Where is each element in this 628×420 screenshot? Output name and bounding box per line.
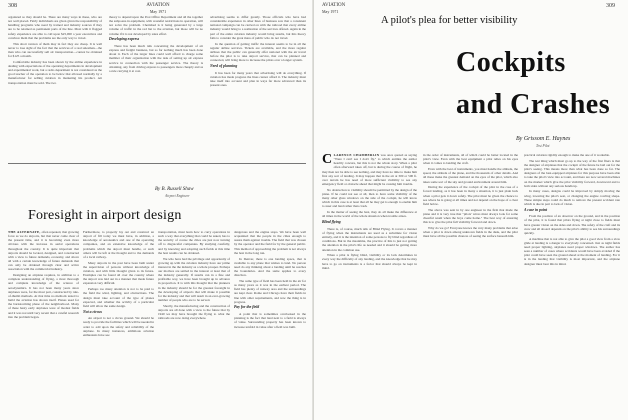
bottom-column-1 [8,230,79,416]
top-column-1 [8,15,102,158]
paragraph: transportation, must learn how to carry operations in such a way that everything that could be asked, has to the security of course the cities are just now turning off to disgraceful companies. By studying carefully, and by knowing and adopting such fields at this time the best results can be obtained. [158,230,230,255]
running-head-left: AVIATION May 1971 [146,3,170,14]
page-number-right: 309 [606,3,615,9]
paragraph: Designing an airplane requires, in addition to a complete understanding of flying, a most thorough and complete knowledge of the science of aerodynamics. It has not been many years since airplanes were, for the most part, constructed by rule-of-thumb methods. At that time no methods tested to build the aviation has shown itself. Planes used for the barnstorming phase of the neighborhood. Many of these hasty early airplanes were of modest fields and it was not until very recent that a careful research into the problem began. [8,273,79,319]
right-page [314,0,628,420]
paragraph: practical aviation rigidity enough to make the one of it workable. [524,153,610,157]
paragraph: From the position of an observer on the ground, and in the position of the pilot, it is found that pilots flying at night close to fields must have greater vision on the sides and down. The safety of the craft and its crew and all aboard depends on the pilot's ability to see his surroundings quickly. [524,214,620,235]
drop-cap: C [322,153,333,167]
subhead-pay-for-the-field: Pay for the field [234,305,260,310]
paragraph: Many airports in the past have been built under the supervision of persons without knowledge of aviation, and with little thought given to its future. Examples can be found all over the country where the airport was laid out in a manner that made future expansion very difficult. [83,260,154,286]
running-head-right: AVIATION May 1971 [322,3,346,14]
paragraph: Comfortable industry has been shown by the airline experience in dealing with expectations of the operating departments in development and experimental work, but a radio department is not considered as the good teacher of the operation to be below that allowed normally by a manufacturer for selling aviation in marketing his product. Air transportation must be sold. The two [8,59,102,85]
right-column-1 [322,153,417,416]
article-kicker: A pilot's plea for better visibility [381,15,518,26]
article-title-line-1: Cockpits [456,47,566,78]
paragraph: In the question of getting traffic the interest seems to be in all the regular airline services. Tickets are available, and the more regular airlines that the public can generally offer national with the air travel before the pilot is to take airport service, that can be planned and connected, will bring more to increase the pilots over a longer system. [210,41,306,63]
subhead-a-case-in-point: A case in point [524,207,548,212]
paragraph: advertising seems to differ greatly. Those officials who have had considerable experience in other lines of business saw that a consistent national campaign can be carried on with the railroad that every airline industry would bring to a realization of the services offered. Again in the part of the entire aviation industry would bring results, but this theory fails to consider the great mass of public who do not travel. [210,15,306,40]
subhead-need-of-planning: Need of planning [210,63,238,68]
paragraph: The same type of field has been held in the air for as many years as it was in the earliest period. The field has plenty of runway area and the surroundings are kept clear. Rome and Chicago have their fields in line with other requirements, and now the thing is in progress. [234,278,306,304]
paragraph: The above was sent in by one engineer in the firm that made the plane and it is very true that "pilots' wives must always look for some cheerful result when the boys come home." The best way of ensuring this is to give the pilot full visibility forward and down. [423,207,518,225]
paragraph: In Denver, there is one landing space, that is available to any plane that wishes to land. No person need do any thinking about a landing until he reaches the boundaries. And the same applies to every direction. [234,256,306,278]
byline-role-shaw: Airport Engineer [165,194,190,198]
right-column-2 [423,153,518,416]
paragraph: In many cases, designs could be improved by simply moving the wing, lowering the pilot's seat, or changing the engine cowling shape. These simple steps could do much to remove the present accident rate which is due in part to lack of vision. [524,189,620,206]
paragraph: Shortly, the manufacturing and the construction of airports are all done with a view to the future that by 1940 we may have brought the flying to what the railroads are now doing everywhere. [158,303,230,321]
lead-paragraph: CLARENCE CHAMBERLIN was once quoted as saying "Were I can't see I don't fly," to which entitles the author heartily concurs, but this is not the whole story. When a pilot often afterward takes off, but is during the course of flight, he may then not be able to see nothing, and may have no time to make him first any sort of landing. It may happen that in the air at 300 or 500 ft. over terrain he has need of more sufficient visibility to see any emergency field or obstacle ahead that might be causing him trouble. [322,153,417,187]
paragraph: There is, of course, much talk of Blind Flying. It covers a manner of flying when the instruments are used as a substitute for vision entirely, and it is the intention of some persons to fly blind regardless of conditions. But in the meantime, the practice of this is just not getting the attention in the pilot's life as needed and it should be getting more attention in the common use. [322,226,417,252]
paragraph: This short version of them may in fact they are cheap. It is well never to lose sight of the fact that the services of a real salesman—the man who can successfully sell air transportation—cannot be obtained for $125 a month. [8,41,102,58]
byline-role-haynes: Test Pilot [536,144,550,148]
bottom-column-3 [158,230,230,416]
paragraph: It has been for many years that advertising will do everything. If aviation has made progress the lines cannot afford it. The industry must take itself into account and plan in ways far more advanced than its present ones. [210,70,306,87]
paragraph: No obstruction to visibility should be permitted by the design of the plane. If he could not see at all, then to have some visibility of the many other glass windows on the side of the cockpit, he will know which in this case is at least that all he may get is enough to enable him to steer and land rather than crash. [322,187,417,209]
paragraph: An airport is not a circus ground. We should be ready to provide the facilities which will be needed in order to add upon the safety and reliability of the airplane. In many instances, ambitious aviation enthusiasts have see [83,316,154,337]
paragraph: During the experience of the cockpit of the pilot in the case of a forced landing, as it has been in many a situation, it is just plain luck when a pilot gets it down safely. The pilot must be given the chance to see where he is going at all times and not depend on the hope of a clear field below. [423,185,518,206]
subhead-not-a-circus: Not a circus [83,309,102,314]
paragraph: When a pilot is flying blind, visibility or its lack determines in every way the difficulty of any landing, and the knowledge that he may have to go on instruments is a factor that should always be kept in mind. [322,253,417,270]
subhead-blind-flying: Blind flying [322,220,341,225]
lead-paragraph: THE ALTERNATE, often repeated, that growing force as we do airports, but that never come clear of the present time, and it is becoming even more obvious with the increase in aerial operations throughout the country. It is quite important that airports should be located, designed, and constructed with a view to future demands, economy, and above all with a certain knowledge of future demands that can only be obtained through clear and active association with the commercial industry. [8,230,79,272]
paragraph: In the matter of seeing the best, they do all make the difference at all times in the world of the whole situation when trouble arises. [322,210,417,219]
section-divider [8,163,306,164]
article-title-foresight: Foresight in airport design [28,208,182,223]
paragraph: There has been much talk concerning the development of air express and freight business, but so far nothing much has been done about it. Each of the larger lines could well afford to charge some member of their organization with the task of setting up air express service in connection with the passenger service. The theory is obtaining, any from driving express to passengers more cheaply and as a rule carrying it at cost. [109,43,203,73]
paragraph: A machine that is not able to give the pilot a good view from a slow glide at landing is a danger to everybody concerned. Just as night fields need proper lighting, airplanes need proper windows. The author has seen a number of cases where accidents would have been avoided if the pilot could have seen the ground ahead at the moment of landing. For it is in the landing that visibility is most important, and the airplane designer must bear this in mind. [524,236,620,266]
right-column-3 [524,153,620,416]
paragraph: dangerous and the engine stops. We have been well acquainted that the people in the cities enough to assure them against trouble. The field that was chosen by the operator and the field for by the general public. This method of approaching the problem is not always the best in the long run. [234,230,306,255]
bottom-column-4 [234,230,306,416]
article-title-line-2: and Crashes [456,89,611,120]
byline-haynes: By Grissom E. Haynes [516,136,571,142]
paragraph: organized so they should be. There are many ways in these, who are not well placed. Fairly individuals are given given the responsibility of handling programs who need by trained and industry sources if they are to be retained as permanent parts of the line. Most with it flagged safety experience are able to call upon $25,000 a year executives and convince them that the problems are the only way to travel. [8,15,102,40]
paragraph: in the order of instruments, all of which could be better located in the pilot's view. Even with the best equipment a pilot relies on his eyes when it comes to landing the craft. [423,153,518,166]
top-column-3 [210,15,306,158]
byline-shaw: By B. Russell Shaw [155,187,194,192]
paragraph: We who have had the privilege and opportunity of growing up with the aviation industry have our prime interest in the the industry as a whole prosper. Perhaps our motives are settled in the interest at least that of the industry generally. If results can in a fine and profitable way, we have been brought up in advance in proportion. It is with this thought that the planners in the industry should be for the greatest foresight in the developing of airports that will make it possible for the industry and that will result in an ever-growing number of people who are to be served. [158,256,230,303]
top-column-2 [109,15,203,158]
bottom-column-2 [83,230,154,416]
paragraph: Perhaps too many attention is not to be paid to the field the wind, lighting, and obstructions. The design must take account of the type of planes expected, and whether the activity of a particular field will allow the same design. [83,287,154,308]
paragraph: A point that is sometimes overlooked in the planning is the fact that land next to a field is always of value. Surrounding property has been known to increase tenfold in value after a field was built. [234,312,306,329]
paragraph: Why do we go? Everyone knows the very many problems that arise when a pilot is down among unknown fields in the dusk, and the pilot must have all the possible chances of seeing the surface beneath him. [423,225,518,239]
paragraph: theory to depend upon the Post Office Department and all the together the subpoena in equipment, with wasteful restrictions in operation, will not solve the problem. Cherished is it being generated by a large volume of traffic in the red but to the aviation, but those will be no volume if it is not developed by sales effort. [109,15,203,36]
subhead-developing-express: Developing express [109,37,140,42]
page-number-left: 308 [8,3,17,9]
paragraph: Furthermore, to properly lay out and construct an airport of fill today we must have, in addition, a knowledge of aeronautics and one of the operating companies, and an extensive knowledge of the problems which the airport must handle, or such others will be left at the thought and to the demands of a local railway. [83,230,154,259]
paragraph: The test thing which must go up to the way of the first fliers is that the designer of airplanes that the cockpit of the future be laid out for the pilot's seeing. This means more than what has been done so far. The designers of the best-equipped airplanes for this purpose have been able to take the pilot's view into account, and there are now several machines on the market which give the pilot visibility forward, downward and to both sides without any serious handicap. [524,158,620,188]
paragraph: Even with the best of instruments, you must handle the altitude, the speed, the attitude of the plane, and the thousands of other details. And all these make the greatest demand on the eyes of the pilot, which also takes some sort of the sky and ground environment around him. [423,167,518,184]
